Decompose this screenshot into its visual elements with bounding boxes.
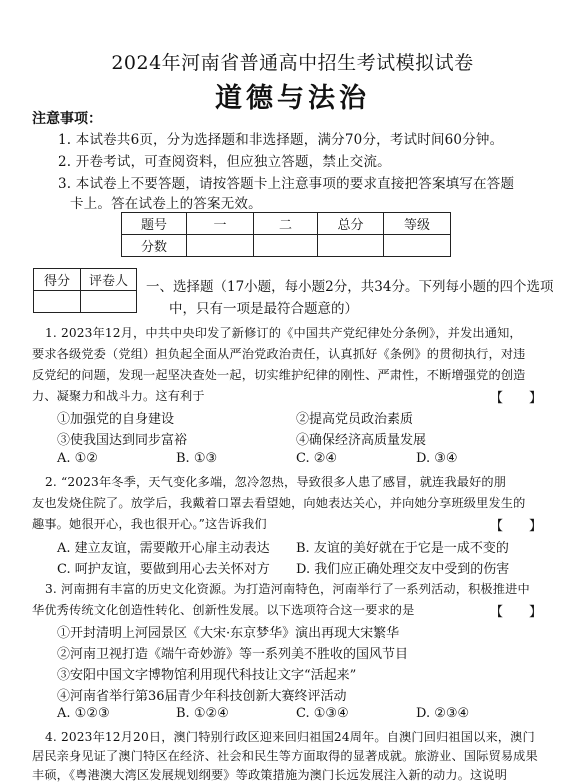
question-text: 华优秀传统文化创造性转化、创新性发展。以下选项符合这一要求的是 [32, 603, 415, 617]
statement: ②河南卫视打造《端午奇妙游》等一系列美不胜收的国风节目 [57, 647, 409, 662]
notice-item: 2. 开卷考试，可查阅资料，但应独立答题，禁止交流。 [58, 154, 391, 170]
option: B. 友谊的美好就在于它是一成不变的 [296, 541, 509, 556]
question-text: 居民亲身见证了澳门特区在经济、社会和民生等方面取得的显著成就。旅游业、国际贸易成果 [32, 749, 538, 763]
option: D. ②③④ [416, 706, 470, 721]
answer-bracket: 【 】 [490, 391, 543, 406]
score-cell [254, 235, 318, 257]
statement: ③使我国达到同步富裕 [57, 433, 188, 448]
score-header: 一 [187, 213, 254, 235]
question-text: 3. 河南拥有丰富的历史文化资源。为打造河南特色，河南举行了一系列活动，积极推进中 [45, 582, 530, 596]
score-cell [187, 235, 254, 257]
question-text: 2. “2023年冬季，天气变化多端，忽冷忽热，导致很多人患了感冒，就连我最好的朋 [45, 475, 507, 489]
grader-cell [81, 291, 137, 313]
statement: ①开封清明上河园景区《大宋·东京梦华》演出再现大宋繁华 [57, 626, 400, 641]
score-row-label: 分数 [122, 235, 187, 257]
statement: ④确保经济高质量发展 [296, 433, 427, 448]
grader-label: 评卷人 [81, 269, 137, 291]
score-header: 等级 [384, 213, 451, 235]
grader-cell [34, 291, 81, 313]
option: B. ①②④ [176, 706, 229, 721]
statement: ③安阳中国文字博物馆利用现代科技让文字“活起来” [57, 668, 357, 683]
option: D. ③④ [416, 451, 458, 466]
notice-item: 卡上。答在试卷上的答案无效。 [70, 196, 262, 212]
score-table [121, 212, 451, 257]
answer-bracket: 【 】 [490, 519, 543, 534]
option: A. ①② [57, 451, 98, 466]
notice-item: 3. 本试卷上不要答题，请按答题卡上注意事项的要求直接把答案填写在答题 [58, 176, 515, 192]
section-heading: 一、选择题（17小题，每小题2分，共34分。下列每小题的四个选项 [146, 279, 554, 295]
question-text: 1. 2023年12月，中共中央印发了新修订的《中国共产党纪律处分条例》，并发出通知， [45, 326, 522, 340]
option: C. 呵护友谊，要做到用心去关怀对方 [57, 562, 270, 577]
notice-item: 1. 本试卷共6页，分为选择题和非选择题，满分70分，考试时间60分钟。 [58, 132, 504, 148]
question-text: 丰硕，《粤港澳大湾区发展规划纲要》等政策措施为澳门长远发展注入新的动力。这说明 [32, 768, 508, 782]
option: B. ①③ [176, 451, 218, 466]
answer-bracket: 【 】 [490, 605, 543, 620]
question-text: 4. 2023年12月20日，澳门特别行政区迎来回归祖国24周年。自澳门回归祖国以来，澳门 [45, 730, 535, 744]
question-text: 力、凝聚力和战斗力。这有利于 [32, 389, 205, 403]
subject-title: 道德与法治 [215, 83, 370, 114]
question-text: 趣事。她很开心，我也很开心。”这告诉我们 [32, 517, 267, 531]
option: C. ②④ [296, 451, 338, 466]
question-text: 反党纪的问题，发现一起坚决查处一起，切实维护纪律的刚性、严肃性，不断增强党的创造 [32, 368, 526, 382]
score-header: 题号 [122, 213, 187, 235]
option: A. ①②③ [57, 706, 110, 721]
grader-score-label: 得分 [34, 269, 81, 291]
question-text: 友也发烧住院了。放学后，我戴着口罩去看望她，向她表达关心，并向她分享班级里发生的 [32, 496, 526, 510]
grader-table [33, 268, 137, 313]
notice-heading: 注意事项： [32, 111, 102, 127]
statement: ④河南省举行第36届青少年科技创新大赛终评活动 [57, 689, 347, 704]
option: D. 我们应正确处理交友中受到的伤害 [296, 562, 510, 577]
section-heading-cont: 中，只有一项是最符合题意的） [169, 301, 358, 317]
statement: ②提高党员政治素质 [296, 412, 414, 427]
score-header: 总分 [318, 213, 384, 235]
option: A. 建立友谊，需要敞开心扉主动表达 [57, 541, 270, 556]
score-cell [318, 235, 384, 257]
score-cell [384, 235, 451, 257]
option: C. ①③④ [296, 706, 349, 721]
question-text: 要求各级党委（党组）担负起全面从严治党政治责任，认真抓好《条例》的贯彻执行，对违 [32, 347, 526, 361]
exam-title: 2024年河南省普通高中招生考试模拟试卷 [111, 52, 474, 74]
statement: ①加强党的自身建设 [57, 412, 175, 427]
score-header: 二 [254, 213, 318, 235]
